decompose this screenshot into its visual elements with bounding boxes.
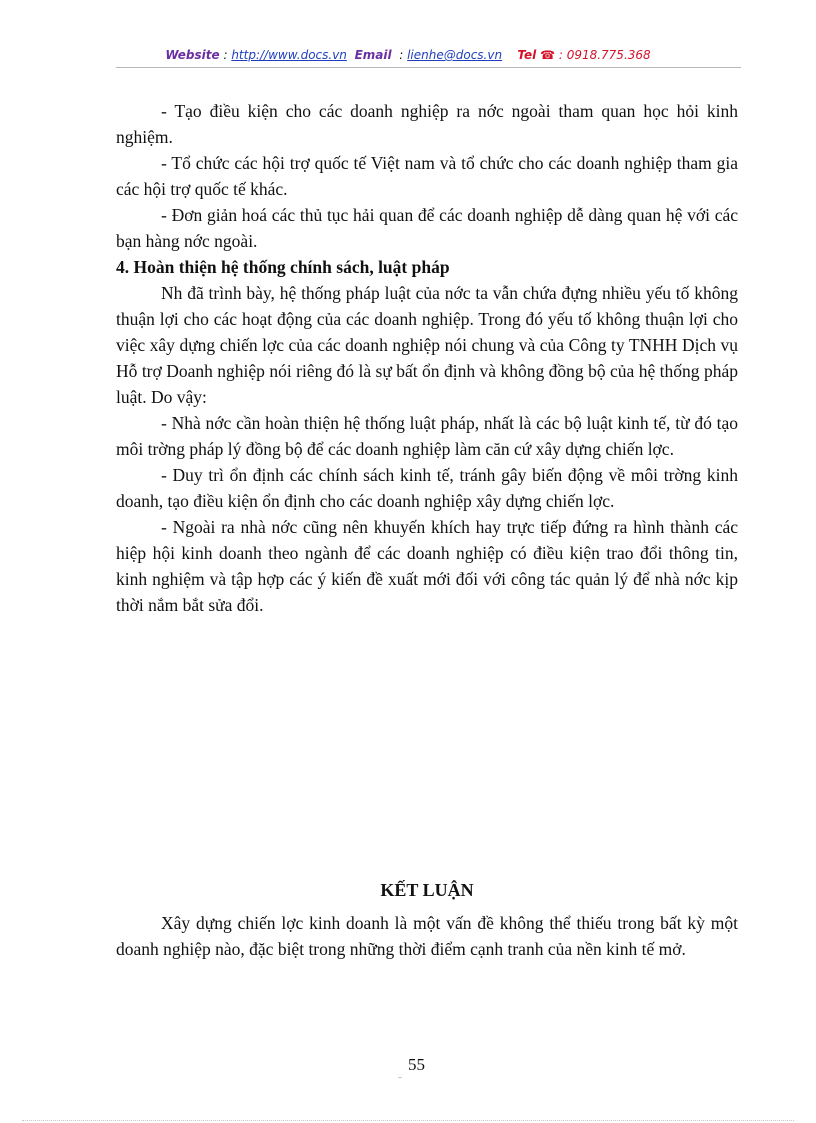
tel-label: Tel: [517, 48, 537, 62]
paragraph-section-intro: Nh đã trình bày, hệ thống pháp luật của nớc ta vẫn chứa đựng nhiều yếu tố không thuận lợi cho các hoạt động của các doanh nghiệp. Trong đó yếu tố không thuận lợi cho việc xây dựng chiến lợc của các doanh nghiệp nói chung và của Công ty TNHH Dịch vụ Hỗ trợ Doanh nghiệp nói riêng đó là sự bất ổn định và không đồng bộ của hệ thống pháp luật. Do vậy:: [116, 283, 738, 407]
website-label: Website: [165, 48, 220, 62]
conclusion-title: KẾT LUẬN: [380, 880, 474, 900]
email-label: Email: [354, 48, 392, 62]
paragraph-bullet-legal-system: - Nhà nớc cần hoàn thiện hệ thống luật pháp, nhất là các bộ luật kinh tế, từ đó tạo môi trờng pháp lý đồng bộ để các doanh nghiệp làm căn cứ xây dựng chiến lợc.: [116, 413, 738, 459]
paragraph-bullet-study-abroad: - Tạo điều kiện cho các doanh nghiệp ra nớc ngoài tham quan học hỏi kinh nghiệm.: [116, 101, 738, 147]
page-header: [0, 47, 816, 63]
page-number-mark: _: [398, 1070, 402, 1079]
header-divider: [116, 67, 741, 68]
website-separator: :: [219, 48, 232, 62]
paragraph-bullet-stable-policy: - Duy trì ổn định các chính sách kinh tế, tránh gây biến động về môi trờng kinh doanh, tạo điều kiện ổn định cho các doanh nghiệp xây dựng chiến lợc.: [116, 465, 738, 511]
section-heading: 4. Hoàn thiện hệ thống chính sách, luật pháp: [116, 257, 450, 277]
phone-icon: ☎: [540, 48, 556, 62]
page-number: 55: [408, 1055, 425, 1074]
tel-value: : 0918.775.368: [555, 48, 651, 62]
conclusion-paragraph: Xây dựng chiến lợc kinh doanh là một vấn đề không thể thiếu trong bất kỳ một doanh nghiệp nào, đặc biệt trong những thời điểm cạnh tranh của nền kinh tế mở.: [116, 913, 738, 959]
email-separator: :: [395, 48, 408, 62]
paragraph-bullet-trade-fairs: - Tổ chức các hội trợ quốc tế Việt nam và tổ chức cho các doanh nghiệp tham gia các hội trợ quốc tế khác.: [116, 153, 738, 199]
page-bottom-border: [22, 1120, 794, 1121]
website-link[interactable]: http://www.docs.vn: [231, 48, 347, 62]
paragraph-bullet-associations: - Ngoài ra nhà nớc cũng nên khuyến khích hay trực tiếp đứng ra hình thành các hiệp hội kinh doanh theo ngành để các doanh nghiệp có điều kiện trao đổi thông tin, kinh nghiệm và tập hợp các ý kiến đề xuất mới đối với công tác quản lý để nhà nớc kịp thời nắm bắt sửa đổi.: [116, 517, 738, 615]
email-link[interactable]: lienhe@docs.vn: [407, 48, 503, 62]
document-body: [116, 98, 738, 618]
paragraph-bullet-customs: - Đơn giản hoá các thủ tục hải quan để các doanh nghiệp dễ dàng quan hệ với các bạn hàng nớc ngoài.: [116, 205, 738, 251]
